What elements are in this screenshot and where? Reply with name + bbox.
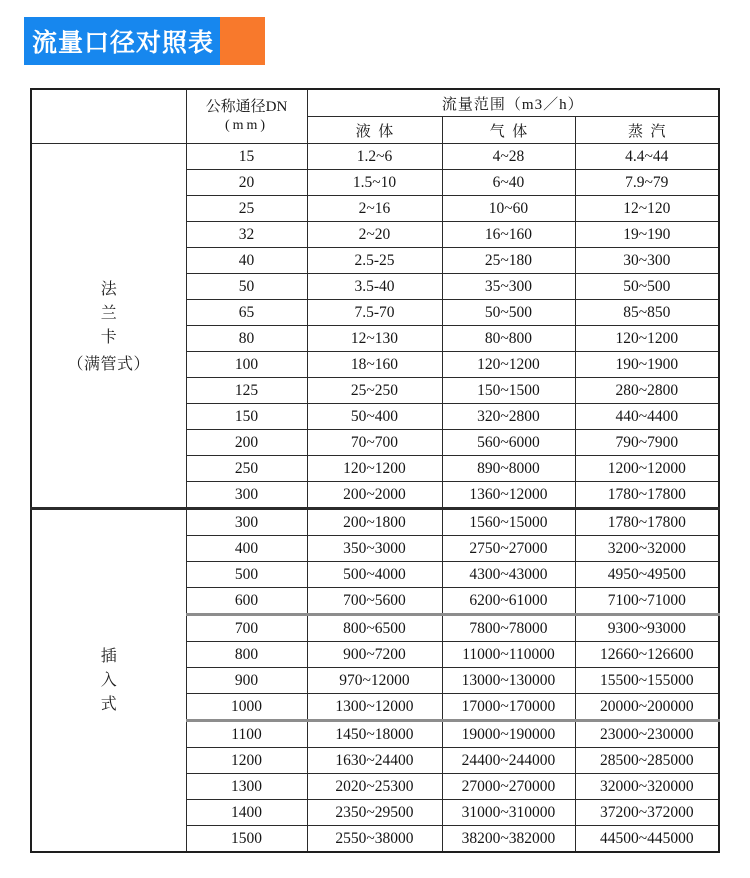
dn-cell: 65 xyxy=(186,300,307,326)
gas-range-cell: 890~8000 xyxy=(442,456,575,482)
gas-range-cell: 50~500 xyxy=(442,300,575,326)
liquid-range-cell: 2550~38000 xyxy=(307,826,442,853)
table-body xyxy=(31,144,719,853)
steam-range-cell: 1780~17800 xyxy=(575,509,719,536)
steam-range-cell: 19~190 xyxy=(575,222,719,248)
gas-range-cell: 560~6000 xyxy=(442,430,575,456)
steam-range-cell: 190~1900 xyxy=(575,352,719,378)
dn-cell: 800 xyxy=(186,642,307,668)
steam-range-cell: 28500~285000 xyxy=(575,748,719,774)
gas-range-cell: 7800~78000 xyxy=(442,615,575,642)
table-row xyxy=(31,144,719,170)
gas-range-cell: 150~1500 xyxy=(442,378,575,404)
dn-cell: 400 xyxy=(186,536,307,562)
liquid-range-cell: 350~3000 xyxy=(307,536,442,562)
steam-range-cell: 30~300 xyxy=(575,248,719,274)
dn-header-line1: 公称通径DN xyxy=(205,99,288,116)
dn-cell: 300 xyxy=(186,509,307,536)
dn-cell: 25 xyxy=(186,196,307,222)
liquid-range-cell: 1450~18000 xyxy=(307,721,442,748)
steam-range-cell: 9300~93000 xyxy=(575,615,719,642)
gas-range-cell: 31000~310000 xyxy=(442,800,575,826)
dn-header-line2: (mm) xyxy=(224,118,269,134)
header-row-1 xyxy=(31,89,719,117)
steam-range-cell: 44500~445000 xyxy=(575,826,719,853)
gas-range-cell: 4300~43000 xyxy=(442,562,575,588)
gas-range-cell: 27000~270000 xyxy=(442,774,575,800)
liquid-range-cell: 70~700 xyxy=(307,430,442,456)
liquid-range-cell: 1630~24400 xyxy=(307,748,442,774)
dn-cell: 200 xyxy=(186,430,307,456)
gas-column-header: 气体 xyxy=(442,117,575,144)
steam-range-cell: 440~4400 xyxy=(575,404,719,430)
dn-cell: 1300 xyxy=(186,774,307,800)
liquid-range-cell: 800~6500 xyxy=(307,615,442,642)
steam-range-cell: 4.4~44 xyxy=(575,144,719,170)
dn-cell: 125 xyxy=(186,378,307,404)
dn-cell: 15 xyxy=(186,144,307,170)
steam-column-header: 蒸汽 xyxy=(575,117,719,144)
steam-range-cell: 20000~200000 xyxy=(575,694,719,721)
gas-range-cell: 17000~170000 xyxy=(442,694,575,721)
dn-cell: 600 xyxy=(186,588,307,615)
gas-range-cell: 4~28 xyxy=(442,144,575,170)
liquid-range-cell: 1300~12000 xyxy=(307,694,442,721)
dn-cell: 100 xyxy=(186,352,307,378)
steam-range-cell: 1780~17800 xyxy=(575,482,719,509)
liquid-range-cell: 2350~29500 xyxy=(307,800,442,826)
dn-cell: 900 xyxy=(186,668,307,694)
liquid-range-cell: 970~12000 xyxy=(307,668,442,694)
steam-range-cell: 85~850 xyxy=(575,300,719,326)
liquid-column-header: 液体 xyxy=(307,117,442,144)
dn-cell: 1500 xyxy=(186,826,307,853)
gas-range-cell: 2750~27000 xyxy=(442,536,575,562)
liquid-range-cell: 120~1200 xyxy=(307,456,442,482)
gas-range-cell: 35~300 xyxy=(442,274,575,300)
dn-cell: 700 xyxy=(186,615,307,642)
flow-range-header: 流量范围（m3／h） xyxy=(307,89,719,117)
dn-cell: 1200 xyxy=(186,748,307,774)
table-header xyxy=(31,89,719,144)
dn-cell: 32 xyxy=(186,222,307,248)
steam-range-cell: 37200~372000 xyxy=(575,800,719,826)
steam-range-cell: 7100~71000 xyxy=(575,588,719,615)
gas-range-cell: 24400~244000 xyxy=(442,748,575,774)
gas-range-cell: 1560~15000 xyxy=(442,509,575,536)
liquid-range-cell: 25~250 xyxy=(307,378,442,404)
liquid-range-cell: 900~7200 xyxy=(307,642,442,668)
dn-cell: 80 xyxy=(186,326,307,352)
gas-range-cell: 13000~130000 xyxy=(442,668,575,694)
dn-cell: 150 xyxy=(186,404,307,430)
gas-range-cell: 120~1200 xyxy=(442,352,575,378)
gas-range-cell: 25~180 xyxy=(442,248,575,274)
table-row xyxy=(31,509,719,536)
corner-cell xyxy=(31,89,186,144)
dn-column-header xyxy=(186,89,307,144)
gas-range-cell: 320~2800 xyxy=(442,404,575,430)
liquid-range-cell: 3.5-40 xyxy=(307,274,442,300)
liquid-range-cell: 1.2~6 xyxy=(307,144,442,170)
group-label: 插 入 式 xyxy=(31,509,186,853)
steam-range-cell: 280~2800 xyxy=(575,378,719,404)
flow-diameter-table xyxy=(30,88,720,853)
banner-accent-block xyxy=(220,17,265,65)
liquid-range-cell: 2020~25300 xyxy=(307,774,442,800)
steam-range-cell: 15500~155000 xyxy=(575,668,719,694)
steam-range-cell: 32000~320000 xyxy=(575,774,719,800)
gas-range-cell: 38200~382000 xyxy=(442,826,575,853)
gas-range-cell: 6~40 xyxy=(442,170,575,196)
dn-cell: 20 xyxy=(186,170,307,196)
dn-cell: 300 xyxy=(186,482,307,509)
liquid-range-cell: 7.5-70 xyxy=(307,300,442,326)
dn-cell: 250 xyxy=(186,456,307,482)
steam-range-cell: 3200~32000 xyxy=(575,536,719,562)
page-title: 流量口径对照表 xyxy=(24,17,220,65)
liquid-range-cell: 2.5-25 xyxy=(307,248,442,274)
liquid-range-cell: 1.5~10 xyxy=(307,170,442,196)
liquid-range-cell: 200~1800 xyxy=(307,509,442,536)
liquid-range-cell: 2~20 xyxy=(307,222,442,248)
liquid-range-cell: 12~130 xyxy=(307,326,442,352)
steam-range-cell: 120~1200 xyxy=(575,326,719,352)
steam-range-cell: 1200~12000 xyxy=(575,456,719,482)
gas-range-cell: 11000~110000 xyxy=(442,642,575,668)
gas-range-cell: 80~800 xyxy=(442,326,575,352)
steam-range-cell: 12660~126600 xyxy=(575,642,719,668)
steam-range-cell: 23000~230000 xyxy=(575,721,719,748)
gas-range-cell: 19000~190000 xyxy=(442,721,575,748)
gas-range-cell: 10~60 xyxy=(442,196,575,222)
liquid-range-cell: 700~5600 xyxy=(307,588,442,615)
gas-range-cell: 1360~12000 xyxy=(442,482,575,509)
dn-cell: 40 xyxy=(186,248,307,274)
steam-range-cell: 790~7900 xyxy=(575,430,719,456)
dn-cell: 1000 xyxy=(186,694,307,721)
dn-cell: 1100 xyxy=(186,721,307,748)
gas-range-cell: 16~160 xyxy=(442,222,575,248)
liquid-range-cell: 500~4000 xyxy=(307,562,442,588)
dn-cell: 500 xyxy=(186,562,307,588)
group-label: 法 兰 卡 （满管式） xyxy=(31,144,186,509)
dn-cell: 50 xyxy=(186,274,307,300)
gas-range-cell: 6200~61000 xyxy=(442,588,575,615)
page-title-banner xyxy=(24,17,265,65)
liquid-range-cell: 2~16 xyxy=(307,196,442,222)
steam-range-cell: 4950~49500 xyxy=(575,562,719,588)
liquid-range-cell: 18~160 xyxy=(307,352,442,378)
steam-range-cell: 12~120 xyxy=(575,196,719,222)
steam-range-cell: 50~500 xyxy=(575,274,719,300)
dn-cell: 1400 xyxy=(186,800,307,826)
liquid-range-cell: 200~2000 xyxy=(307,482,442,509)
liquid-range-cell: 50~400 xyxy=(307,404,442,430)
steam-range-cell: 7.9~79 xyxy=(575,170,719,196)
